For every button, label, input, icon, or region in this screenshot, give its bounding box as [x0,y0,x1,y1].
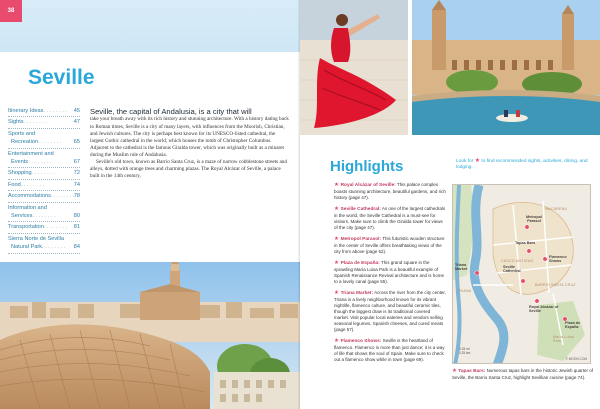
map-area-casco-antiguo: CASCO ANTIGUO [501,259,534,263]
toc-label: Natural Park [11,244,43,251]
highlight-name: Metropol Parasol: [340,236,382,242]
star-icon: ★ [334,259,341,266]
toc-label: Food [8,181,21,188]
legend-text-post: to find recommended sights, activities, dining, and lodging. [456,159,588,171]
toc-item[interactable]: Sights . . . . . . . . 47 [8,119,80,126]
toc-label: Sierra Norte de Sevilla [8,235,64,242]
toc-item[interactable]: Services . . . . . . . . 80 [11,213,80,220]
highlight-item [334,236,446,255]
intro-paragraph-1: take your breath away with its rich history and stunning architecture. With a history dating back to Roman times, Seville is a city of many layers, with influences from the Moorish, Christian, and Jewish cultures. The city is perhaps best known for its UNESCO-listed cathedral, the largest Gothic cathedral in the world, which houses the tomb of Christopher Columbus. Adjacent to the cathedral is the famous Giralda tower, which was originally built as a minaret during the Muslim rule of Andalusia. [90,116,289,158]
highlights-legend [456,158,594,171]
toc-item[interactable]: Events . . . . . . . . 67 [11,159,80,166]
map-label-alcazar: Royal Alcázar of Seville [529,305,559,314]
map-label-park: María Luisa Park [553,335,574,343]
highlight-name: Flamenco Shows: [340,338,382,344]
seville-skyline-photo [0,262,300,409]
star-icon: ★ [334,337,341,344]
highlight-text: Numerous tapas bars in the historic Jewish quarter of Seville, the Barrio Santa Cruz, highlight Sevillian cuisine (page 74). [452,368,593,381]
highlight-item [334,206,446,231]
highlight-text: As one of the largest cathedrals in the world, the Seville Cathedral is a must-see for visitors. Make sure to climb the Giralda tower for views of the city (page 47). [334,205,446,231]
map-area-triana: TRIANA [457,289,472,293]
highlight-name: Triana Market: [340,290,374,296]
chapter-title: Seville [28,66,95,89]
toc-page: 45 [73,108,80,114]
toc-item[interactable]: Transportation . . . . . . . . 81 [8,224,80,231]
star-icon: ★ [474,158,481,164]
star-icon: ★ [452,368,458,374]
toc-item[interactable]: Accommodations . . . . . . . . 78 [8,193,80,200]
map-area-santa-cruz: BARRIO SANTA CRUZ [535,283,576,287]
toc-item[interactable]: Natural Park . . . . . . . . 84 [11,244,80,251]
toc-page: 47 [73,119,80,126]
map-area-macarena: MACARENA [545,207,567,211]
map-scale-km: 0.25 km [459,351,471,355]
toc-page: 72 [73,170,80,177]
toc-item[interactable] [8,130,80,138]
star-icon: ★ [334,289,341,296]
toc-page: 67 [73,159,80,166]
star-icon: ★ [334,182,341,188]
toc-label: Entertainment and [8,150,54,157]
right-page [300,0,600,409]
toc-item[interactable]: Itinerary Ideas . . . . . . . . 45 [8,108,80,114]
map-label-tapas: Tapas Bars [515,241,536,245]
highlight-name: Tapas Bars: [458,369,486,374]
map-label-triana-market: Triana Market [455,263,468,272]
highlight-text: This grand square in the sprawling María Luisa Park is a beautiful example of Spanish Renaissance Revival architecture and is home to a lovely canal (page 55). [334,259,445,284]
highlight-text: This futuristic wooden structure in the center of Seville offers breathtaking views of the city from above (page 52). [334,235,445,255]
toc-item[interactable] [8,150,80,158]
map-scale [459,347,470,355]
toc-label: Itinerary Ideas [8,108,44,114]
seville-map [452,184,591,364]
toc-label: Events [11,159,29,166]
toc-label: Transportation [8,224,44,231]
intro-paragraph-2: Seville's old town, known as Barrio Santa Cruz, is a maze of narrow cobblestone streets and alleys, dotted with orange trees and charming plazas. The Royal Alcázar of Seville, a palace built in the 14th century, [90,158,287,180]
toc-page: 84 [73,244,80,251]
highlight-text: Across the river from the city center, Triana is a lively neighborhood known for its vibrant nightlife, flamenco culture, and beautiful ceramic tiles, though the biggest draw is its traditional covered market. Visit popular local eateries and vendors selling seasonal legumes, Spanish cheeses, and cured meats (page 57). [334,289,446,333]
toc-page: 74 [73,181,80,188]
toc-label: Sports and [8,130,36,137]
map-label-plaza-espana: Plaza de España [565,321,581,330]
intro-text [90,107,290,180]
toc-item[interactable]: Recreation . . . . . . . . 65 [11,139,80,146]
legend-text-pre: Look for [456,159,474,164]
toc-page: 78 [73,193,80,200]
toc-page: 80 [73,213,80,220]
star-icon: ★ [334,235,341,242]
highlight-text: This palace complex boasts stunning architecture, beautiful gardens, and rich history (page 47). [334,182,446,201]
highlight-item [334,182,446,201]
highlights-heading: Highlights [330,158,404,175]
highlight-tapas-bars [452,368,596,381]
toc-item[interactable]: Shopping . . . . . . . . 72 [8,170,80,177]
highlight-name: Seville Cathedral: [340,206,381,212]
toc-label: Accommodations [8,193,51,200]
map-scale-mi: 0.25 mi [459,347,470,351]
highlight-name: Plaza de España: [340,260,380,266]
toc-item[interactable] [8,204,80,212]
map-credit: © MOON.COM [565,357,587,361]
toc-label: Recreation [11,139,39,146]
toc-page: 65 [73,139,80,146]
plaza-de-espana-photo [412,0,600,135]
map-label-flamenco: Flamenco Shows [549,255,567,264]
highlights-list [334,182,446,368]
toc-label: Information and [8,204,47,211]
flamenco-dancer-photo [300,0,408,135]
highlight-item [334,290,446,334]
toc-item[interactable]: Food . . . . . . . . 74 [8,181,80,188]
page-number: 38 [0,0,22,22]
toc-label: Sights [8,119,24,126]
map-label-cathedral: Seville Cathedral [503,265,521,274]
highlight-name: Royal Alcázar of Seville: [340,183,396,188]
highlight-text: Seville is the heartland of flamenco. Flamenco is more than just dance; it is a way of life that shows the soul of Spain. Make sure to check out a flamenco show while in town (page 69). [334,337,445,363]
intro-lead: Seville, the capital of Andalusia, is a city that will [90,107,252,116]
sky-strip [0,0,300,52]
toc-item[interactable] [8,235,80,243]
map-label-metropol: Metropol Parasol [525,215,543,224]
toc-label: Services [11,213,33,220]
highlight-item [334,338,446,363]
highlight-item [334,260,446,285]
toc-label: Shopping [8,170,32,177]
toc-page: 81 [73,224,80,231]
star-icon: ★ [334,205,341,212]
chapter-contents [8,107,80,255]
